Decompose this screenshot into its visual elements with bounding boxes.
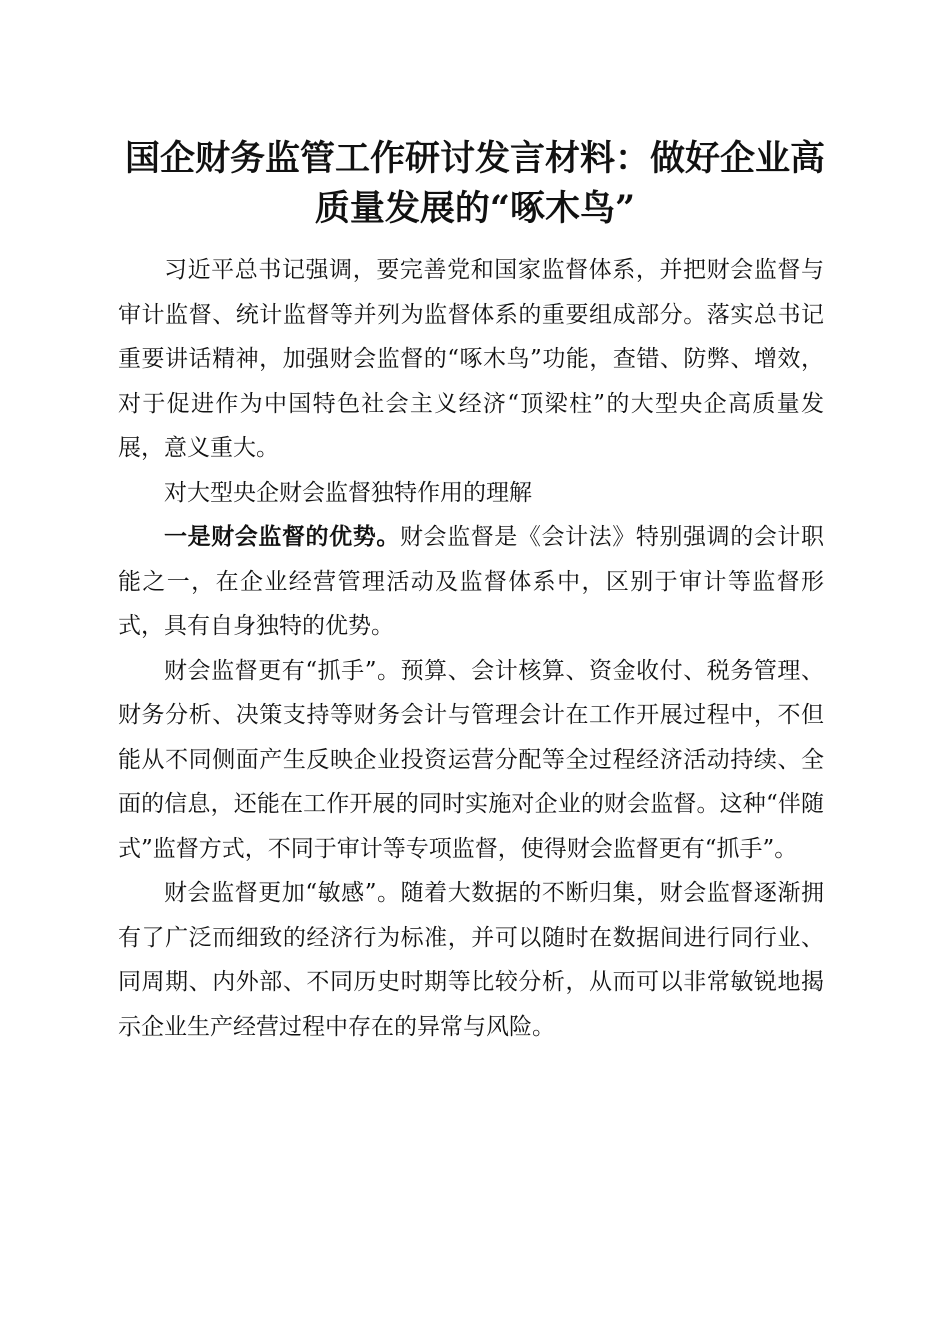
paragraph-text: 财会监督更加“敏感”。随着大数据的不断归集，财会监督逐渐拥有了广泛而细致的经济行为标准，并可以随时在数据间进行同行业、同周期、内外部、不同历史时期等比较分析，从而可以非常敏锐地揭示企业生产经营过程中存在的异常与风险。 (118, 880, 824, 1040)
paragraph-text: 对大型央企财会监督独特作用的理解 (164, 479, 532, 506)
document-title: 国企财务监管工作研讨发言材料：做好企业高质量发展的“啄木鸟” (124, 138, 825, 229)
paragraph-text: 财会监督是《会计法》特别强调的会计职能之一，在企业经营管理活动及监督体系中，区别于审计等监督形式，具有自身独特的优势。 (118, 524, 825, 639)
paragraph-lead: 一是财会监督的优势。 (164, 523, 400, 550)
paragraph-text: 财会监督更有“抓手”。预算、会计核算、资金收付、税务管理、财务分析、决策支持等财务会计与管理会计在工作开展过程中，不但能从不同侧面产生反映企业投资运营分配等全过程经济活动持续、全面的信息，还能在工作开展的同时实施对企业的财会监督。这种“伴随式”监督方式，不同于审计等专项监督，使得财会监督更有“抓手”。 (118, 657, 824, 862)
section-heading (118, 471, 824, 516)
paragraph-intro (118, 248, 824, 471)
paragraph-advantage (118, 515, 824, 649)
paragraph-text: 习近平总书记强调，要完善党和国家监督体系，并把财会监督与审计监督、统计监督等并列为监督体系的重要组成部分。落实总书记重要讲话精神，加强财会监督的“啄木鸟”功能，查错、防弊、增效，对于促进作为中国特色社会主义经济“顶梁柱”的大型央企高质量发展，意义重大。 (118, 257, 824, 461)
paragraph-sensitive (118, 871, 824, 1049)
paragraph-grip (118, 649, 824, 872)
document-body (118, 248, 824, 1049)
